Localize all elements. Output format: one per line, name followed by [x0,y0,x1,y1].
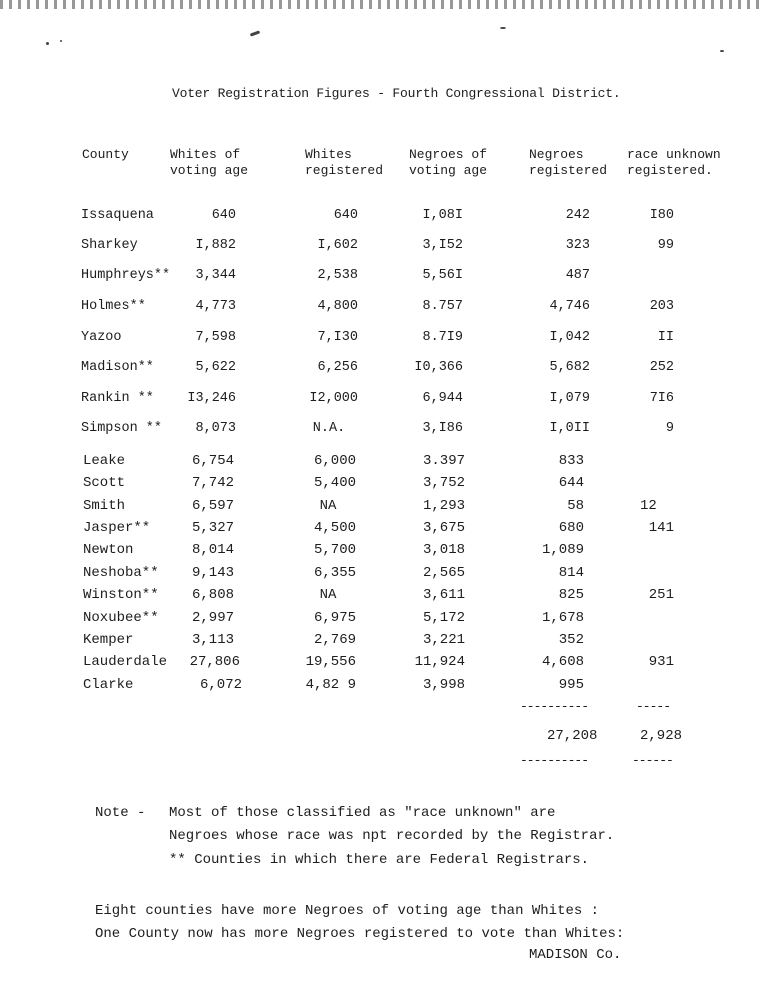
county-name: Lauderdale [83,654,168,670]
whites-voting-age-value: 8,073 [195,421,236,436]
negroes-registered-value: 487 [565,268,590,283]
whites-registered-value: 4,500 [313,520,356,536]
negroes-voting-age-value: I,08I [422,208,463,223]
county-name: Newton [83,542,134,558]
county-name: Jasper** [83,520,151,536]
negroes-voting-age-value: 11,924 [414,654,465,670]
note-line: Most of those classified as "race unknown" are [169,805,556,821]
race-unknown-value: 931 [648,654,674,670]
county-name: Madison** [81,360,154,375]
whites-registered-value: 5,700 [313,542,356,558]
whites-registered-value: I2,000 [309,391,358,406]
whites-voting-age-value: 5,327 [191,520,234,536]
table-row [0,630,763,650]
county-name: Simpson ** [81,421,163,436]
header-negroes-registered [529,147,607,179]
county-name: Clarke [83,677,134,693]
scan-speck [250,30,260,36]
county-name: Issaquena [81,208,154,223]
whites-registered-value: 5,400 [313,475,356,491]
whites-registered-value: 2,538 [317,268,358,283]
whites-registered-value: 6,256 [317,360,358,375]
county-name: Kemper [83,632,134,648]
table-row [0,389,763,409]
county-name: Neshoba** [83,565,159,581]
negroes-voting-age-value: 3,221 [422,632,465,648]
scan-speck [46,42,49,45]
negroes-registered-value: 4,608 [541,654,584,670]
header-county [82,147,129,163]
table-row [0,652,763,672]
whites-voting-age-value: 7,598 [195,330,236,345]
negroes-voting-age-value: 5,56I [422,268,463,283]
total-double-rule-negroes: ---------- [520,753,589,768]
total-double-rule-unknown: ------ [632,753,673,768]
whites-voting-age-value: 6,072 [199,677,242,693]
total-rule-unknown: ----- [636,699,671,714]
negroes-voting-age-value: 8.757 [422,299,463,314]
negroes-voting-age-value: 1,293 [422,498,465,514]
negroes-registered-value: 1,678 [541,610,584,626]
race-unknown-value: I80 [649,208,674,223]
county-name: Winston** [83,587,159,603]
header-county-label: County [82,147,129,162]
race-unknown-value: 7I6 [649,391,674,406]
whites-registered-value: 4,82 9 [305,677,356,693]
table-row [0,473,763,493]
scan-speck [500,27,506,29]
table-row [0,328,763,348]
race-unknown-value: 99 [657,238,674,253]
header-race-unknown [627,147,721,179]
negroes-voting-age-value: 3,018 [422,542,465,558]
header-line: Negroes of [409,147,488,162]
whites-voting-age-value: 6,808 [191,587,234,603]
scan-speck [720,50,724,52]
county-name: Smith [83,498,126,514]
negroes-voting-age-value: 3,I52 [422,238,463,253]
negroes-registered-value: 833 [558,453,584,469]
negroes-voting-age-value: I0,366 [414,360,463,375]
negroes-registered-value: I,0II [549,421,590,436]
county-name: Scott [83,475,126,491]
race-unknown-value: 12 [640,498,657,514]
total-race-unknown: 2,928 [640,728,683,744]
header-line: registered [529,163,608,178]
table-row [0,206,763,226]
county-name: Noxubee** [83,610,159,626]
header-line: Negroes [529,147,584,162]
county-name: Leake [83,453,126,469]
negroes-registered-value: 323 [565,238,590,253]
header-line: voting age [170,163,249,178]
header-line: registered [305,163,384,178]
negroes-voting-age-value: 3,752 [422,475,465,491]
note-line: Negroes whose race was npt recorded by the Registrar. [169,828,615,844]
negroes-registered-value: 4,746 [549,299,590,314]
summary-line: One County now has more Negroes registered to vote than Whites: [95,926,625,942]
county-name: Holmes** [81,299,146,314]
whites-voting-age-value: 2,997 [191,610,234,626]
whites-registered-value: 7,I30 [317,330,358,345]
scan-top-edge [0,0,763,9]
race-unknown-value: 203 [649,299,674,314]
whites-registered-value: 4,800 [317,299,358,314]
whites-voting-age-value: 6,597 [191,498,234,514]
whites-voting-age-value: 4,773 [195,299,236,314]
whites-registered-value: NA [319,498,337,514]
race-unknown-value: 252 [649,360,674,375]
table-row [0,266,763,286]
negroes-registered-value: 825 [558,587,584,603]
whites-registered-value: 19,556 [305,654,356,670]
race-unknown-value: II [657,330,674,345]
whites-registered-value: NA [319,587,337,603]
county-name: Rankin ** [81,391,154,406]
county-name: Yazoo [81,330,122,345]
whites-voting-age-value: 27,806 [189,654,240,670]
negroes-registered-value: 644 [558,475,584,491]
negroes-voting-age-value: 3,675 [422,520,465,536]
negroes-voting-age-value: 5,172 [422,610,465,626]
whites-registered-value: 2,769 [313,632,356,648]
race-unknown-value: 9 [665,421,674,436]
table-row [0,358,763,378]
whites-voting-age-value: I,882 [195,238,236,253]
whites-voting-age-value: 6,754 [191,453,234,469]
whites-voting-age-value: 640 [211,208,236,223]
county-name: Sharkey [81,238,138,253]
negroes-registered-value: 995 [558,677,584,693]
negroes-voting-age-value: 6,944 [422,391,463,406]
whites-voting-age-value: I3,246 [187,391,236,406]
summary-line: Eight counties have more Negroes of voting age than Whites : [95,903,600,919]
table-row [0,563,763,583]
table-row [0,297,763,317]
negroes-registered-value: 680 [558,520,584,536]
whites-registered-value: N.A. [312,421,346,436]
table-row [0,518,763,538]
whites-voting-age-value: 7,742 [191,475,234,491]
header-line: Whites of [170,147,241,162]
negroes-voting-age-value: 8.7I9 [422,330,463,345]
table-row [0,540,763,560]
summary-county: MADISON Co. [529,947,622,963]
total-negroes-registered: 27,208 [547,728,598,744]
header-line: Whites [305,147,352,162]
whites-voting-age-value: 9,143 [191,565,234,581]
table-row [0,451,763,471]
negroes-voting-age-value: 2,565 [422,565,465,581]
table-row [0,419,763,439]
negroes-registered-value: I,079 [549,391,590,406]
race-unknown-value: 251 [648,587,674,603]
whites-registered-value: 6,975 [313,610,356,626]
note-line: ** Counties in which there are Federal Registrars. [169,852,590,868]
header-negroes-voting-age [409,147,487,179]
negroes-registered-value: 242 [565,208,590,223]
header-whites-registered [305,147,383,179]
whites-voting-age-value: 3,113 [191,632,234,648]
page-title: Voter Registration Figures - Fourth Congressional District. [172,86,621,101]
header-whites-voting-age [170,147,248,179]
header-line: voting age [409,163,488,178]
county-name: Humphreys** [81,268,171,283]
negroes-registered-value: 5,682 [549,360,590,375]
table-row [0,236,763,256]
header-line: race unknown [627,147,721,162]
table-row [0,608,763,628]
negroes-registered-value: I,042 [549,330,590,345]
whites-voting-age-value: 3,344 [195,268,236,283]
race-unknown-value: 141 [648,520,674,536]
negroes-registered-value: 58 [567,498,584,514]
negroes-voting-age-value: 3,998 [422,677,465,693]
negroes-registered-value: 814 [558,565,584,581]
negroes-registered-value: 352 [558,632,584,648]
header-line: registered. [627,163,713,178]
negroes-voting-age-value: 3,I86 [422,421,463,436]
negroes-registered-value: 1,089 [541,542,584,558]
table-row [0,496,763,516]
whites-registered-value: 640 [333,208,358,223]
whites-registered-value: 6,000 [313,453,356,469]
negroes-voting-age-value: 3.397 [422,453,465,469]
whites-registered-value: 6,355 [313,565,356,581]
total-rule-negroes: ---------- [520,699,589,714]
whites-voting-age-value: 8,014 [191,542,234,558]
table-row [0,585,763,605]
table-row [0,675,763,695]
note-label: Note - [95,805,146,821]
whites-registered-value: I,602 [317,238,358,253]
negroes-voting-age-value: 3,611 [422,587,465,603]
whites-voting-age-value: 5,622 [195,360,236,375]
scan-speck [60,40,62,42]
